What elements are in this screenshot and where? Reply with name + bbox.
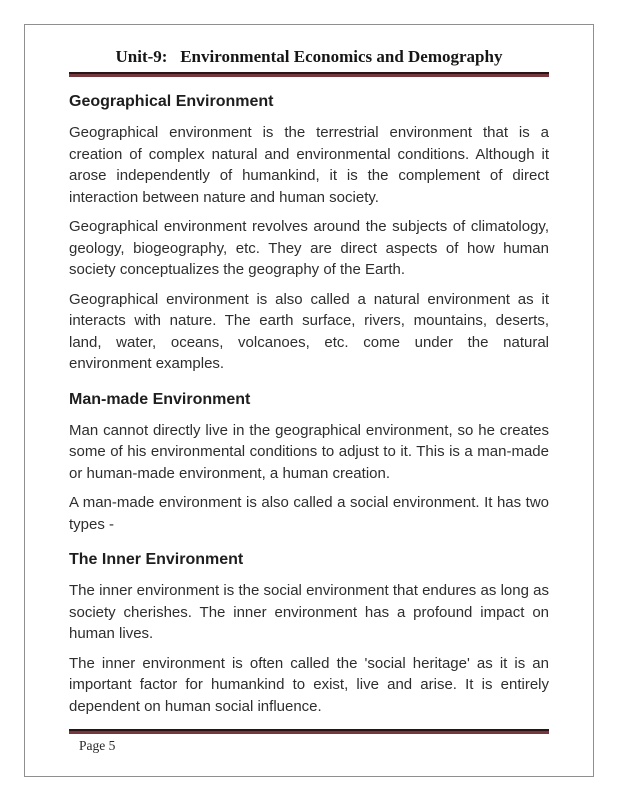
section-inner-environment	[69, 549, 549, 717]
paragraph: Geographical environment is the terrestrial environment that is a creation of complex natural and environmental conditions. Although it arose independently of humankind, it is the complement of direct interaction between nature and human society.	[69, 124, 549, 206]
title-underline-rule	[69, 72, 549, 77]
page-border	[24, 24, 594, 777]
paragraph: Geographical environment is also called a natural environment as it interacts with nature. The earth surface, rivers, mountains, deserts, land, water, oceans, volcanoes, etc. come under the natural environment examples.	[69, 290, 549, 372]
footer-rule	[69, 729, 549, 734]
section-heading: Geographical Environment	[69, 93, 274, 110]
section-man-made-environment	[69, 389, 549, 536]
paragraph: Man cannot directly live in the geographical environment, so he creates some of his environmental conditions to adjust to it. This is a man-made or human-made environment, a human creation.	[69, 421, 549, 482]
section-heading: Man-made Environment	[69, 390, 251, 408]
paragraph: Geographical environment revolves around the subjects of climatology, geology, biogeography, etc. They are direct aspects of how human society conceptualizes the geography of the Earth.	[69, 218, 549, 278]
section-heading: The Inner Environment	[69, 551, 244, 568]
paragraph: The inner environment is the social environment that endures as long as society cherishes. The inner environment has a profound impact on human lives.	[69, 582, 549, 642]
page-footer	[69, 729, 549, 755]
unit-title: Unit-9: Environmental Economics and Demography	[115, 47, 503, 66]
page-content	[25, 25, 593, 776]
paragraph: The inner environment is often called the 'social heritage' as it is an important factor for humankind to exist, live and arise. It is entirely dependent on human social influence.	[69, 654, 549, 715]
page-number-label: Page 5	[79, 738, 116, 753]
section-geographical-environment	[69, 91, 549, 375]
paragraph: A man-made environment is also called a social environment. It has two types -	[69, 494, 549, 533]
